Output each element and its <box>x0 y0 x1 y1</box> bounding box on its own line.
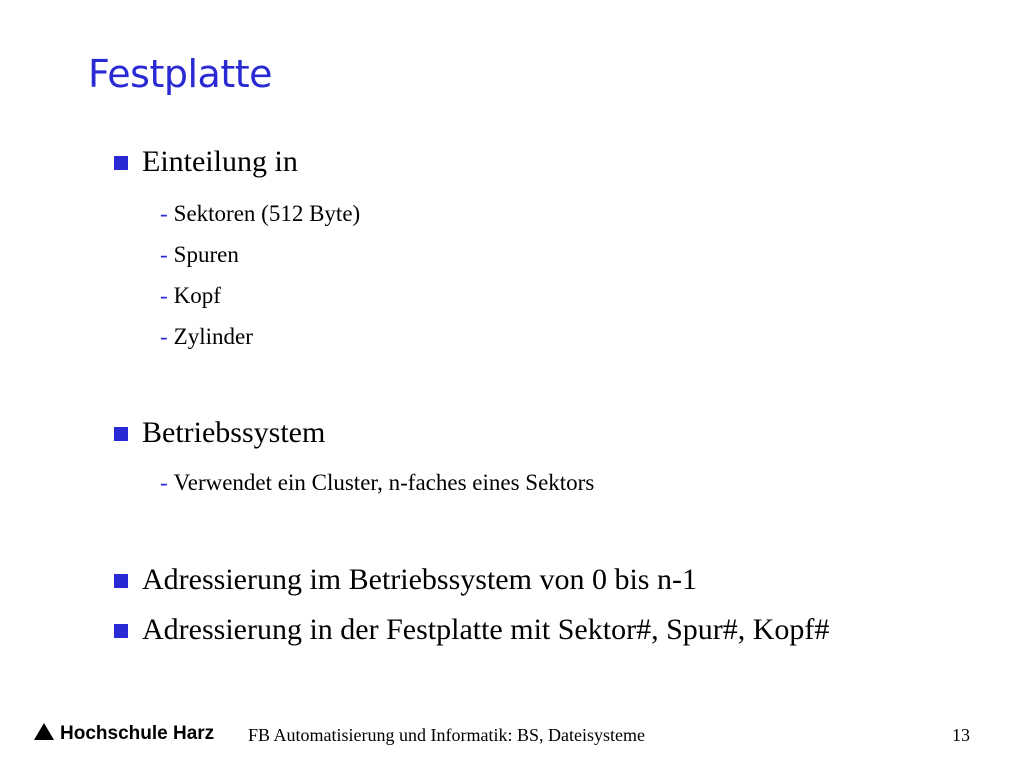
slide-title: Festplatte <box>88 52 272 96</box>
sub-item-text: Kopf <box>173 283 221 308</box>
sub-item-text: Sektoren (512 Byte) <box>173 201 361 226</box>
square-bullet-icon <box>114 156 128 170</box>
sub-item <box>160 200 360 228</box>
sub-item-text: Spuren <box>173 242 239 267</box>
dash-icon: - <box>160 470 168 495</box>
triangle-logo-icon <box>34 723 54 740</box>
bullet-text: Einteilung in <box>142 145 298 178</box>
bullet-text: Adressierung in der Festplatte mit Sektor#, Spur#, Kopf# <box>142 613 830 646</box>
dash-icon: - <box>160 201 168 226</box>
sub-item <box>160 469 594 497</box>
sub-item-text: Verwendet ein Cluster, n-faches eines Sektors <box>173 470 595 495</box>
sub-item-text: Zylinder <box>173 324 253 349</box>
square-bullet-icon <box>114 574 128 588</box>
dash-icon: - <box>160 242 168 267</box>
square-bullet-icon <box>114 624 128 638</box>
bullet-text: Betriebssystem <box>142 416 326 449</box>
dash-icon: - <box>160 283 168 308</box>
university-logo <box>34 723 214 745</box>
sub-item <box>160 241 239 269</box>
bullet-text: Adressierung im Betriebssystem von 0 bis n-1 <box>142 563 697 596</box>
sub-item <box>160 282 221 310</box>
page-number: 13 <box>952 725 970 745</box>
footer-course: FB Automatisierung und Informatik: BS, Dateisysteme <box>248 725 645 745</box>
dash-icon: - <box>160 324 168 349</box>
logo-text: Hochschule Harz <box>60 723 215 744</box>
sub-item <box>160 323 253 351</box>
square-bullet-icon <box>114 427 128 441</box>
